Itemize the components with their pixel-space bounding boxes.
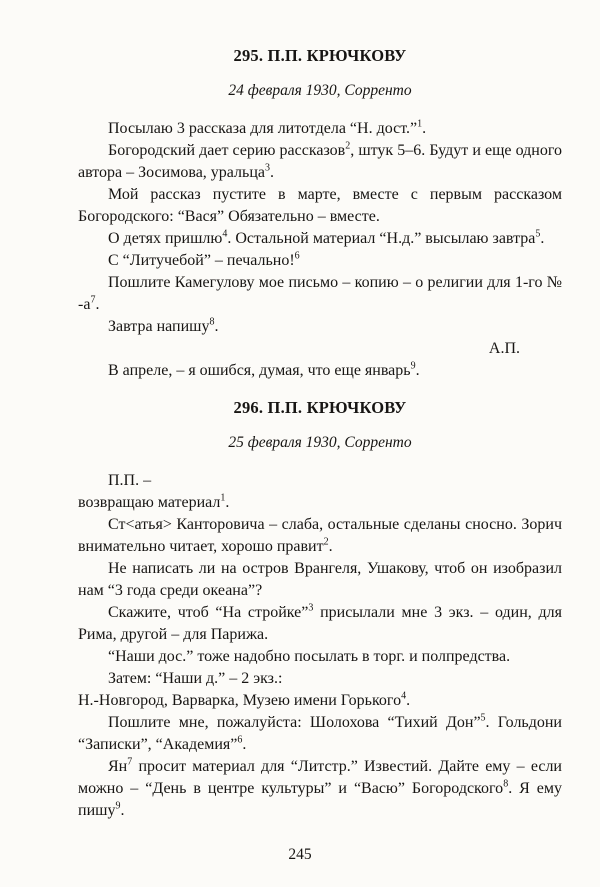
paragraph: возвращаю материал$^1$. (78, 492, 230, 511)
footnote-marker: 1 (220, 492, 226, 504)
letter-295-body (78, 118, 562, 382)
paragraph: Пошлите мне, пожалуйста: Шолохова “Тихий Дон”$^5$. Гольдони “Записки”, “Академия”$^6$. (78, 712, 562, 753)
paragraph: Завтра напишу$^8$. (108, 316, 219, 335)
letter-296-title: 296. П.П. КРЮЧКОВУ (233, 398, 407, 417)
letter-295 (78, 46, 562, 382)
footnote-marker: 2 (345, 140, 351, 152)
letter-295-title: 295. П.П. КРЮЧКОВУ (233, 46, 407, 65)
letter-296 (78, 398, 562, 822)
footnote-marker: 8 (209, 316, 215, 328)
footnote-marker: 5 (480, 712, 486, 724)
footnote-marker: 6 (237, 734, 243, 746)
paragraph: Ст<атья> Канторовича – слаба, остальные сделаны сносно. Зорич внимательно читает, хорошо правит$^2$. (78, 516, 562, 555)
paragraph: О детях пришлю$^4$. Остальной материал “Н.д.” высылаю завтра$^5$. (108, 228, 545, 247)
footnote-marker: 7 (127, 756, 133, 768)
paragraph: А.П. (488, 340, 520, 357)
paragraph: Мой рассказ пустите в марте, вместе с первым рассказом Богородского: “Вася” Обязательно – вместе. (78, 186, 562, 225)
paragraph: Не написать ли на остров Врангеля, Ушакову, чтоб он изобразил нам “3 года среди океана”? (78, 560, 562, 599)
letter-295-dateline: 24 февраля 1930, Сорренто (228, 82, 412, 99)
page-number: 245 (288, 846, 312, 863)
footnote-marker: 6 (294, 250, 300, 262)
footnote-marker: 1 (417, 118, 423, 130)
paragraph: Скажите, чтоб “На стройке”$^3$ присылали мне 3 экз. – один, для Рима, другой – для Парижа. (78, 602, 563, 643)
paragraph: В апреле, – я ошибся, думая, что еще январь$^9$. (108, 360, 420, 379)
paragraph: Н.-Новгород, Варварка, Музею имени Горького$^4$. (78, 690, 411, 709)
footnote-marker: 5 (535, 228, 541, 240)
footnote-marker: 3 (308, 602, 314, 614)
paragraph: $Ян^7$ просит материал для “Литстр.” Известий. Дайте ему – если можно – “День в центре культуры” и “Васю” Богородского$^8$. Я ему пишу$^9$. (78, 756, 562, 819)
footnote-marker: 8 (503, 778, 509, 790)
footnote-marker: 7 (90, 294, 96, 306)
paragraph: “Наши дос.” тоже надобно посылать в торг. и полпредства. (108, 648, 511, 665)
footnote-marker: 9 (115, 800, 121, 812)
paragraph: П.П. – (108, 472, 152, 489)
footnote-marker: 4 (222, 228, 228, 240)
footnote-marker: 3 (264, 162, 270, 174)
paragraph: С “Литучебой” – печально!$^6$ (108, 250, 300, 269)
letter-296-dateline: 25 февраля 1930, Сорренто (228, 434, 412, 451)
footnote-marker: 2 (323, 536, 329, 548)
footnote-marker: 9 (410, 360, 416, 372)
paragraph: Богородский дает серию рассказов$^2$, штук 5–6. Будут и еще одного автора – Зосимова, уральца$^3$. (78, 140, 563, 181)
paragraph: Затем: “Наши д.” – 2 экз.: (108, 670, 283, 687)
footnote-marker: 4 (401, 690, 407, 702)
paragraph: Пошлите Камегулову мое письмо – копию – о религии для 1-го № $-а^7$. (78, 274, 562, 313)
paragraph: Посылаю 3 рассказа для литотдела “Н. дост.”$^1$. (108, 118, 427, 137)
letter-296-body (78, 470, 562, 822)
